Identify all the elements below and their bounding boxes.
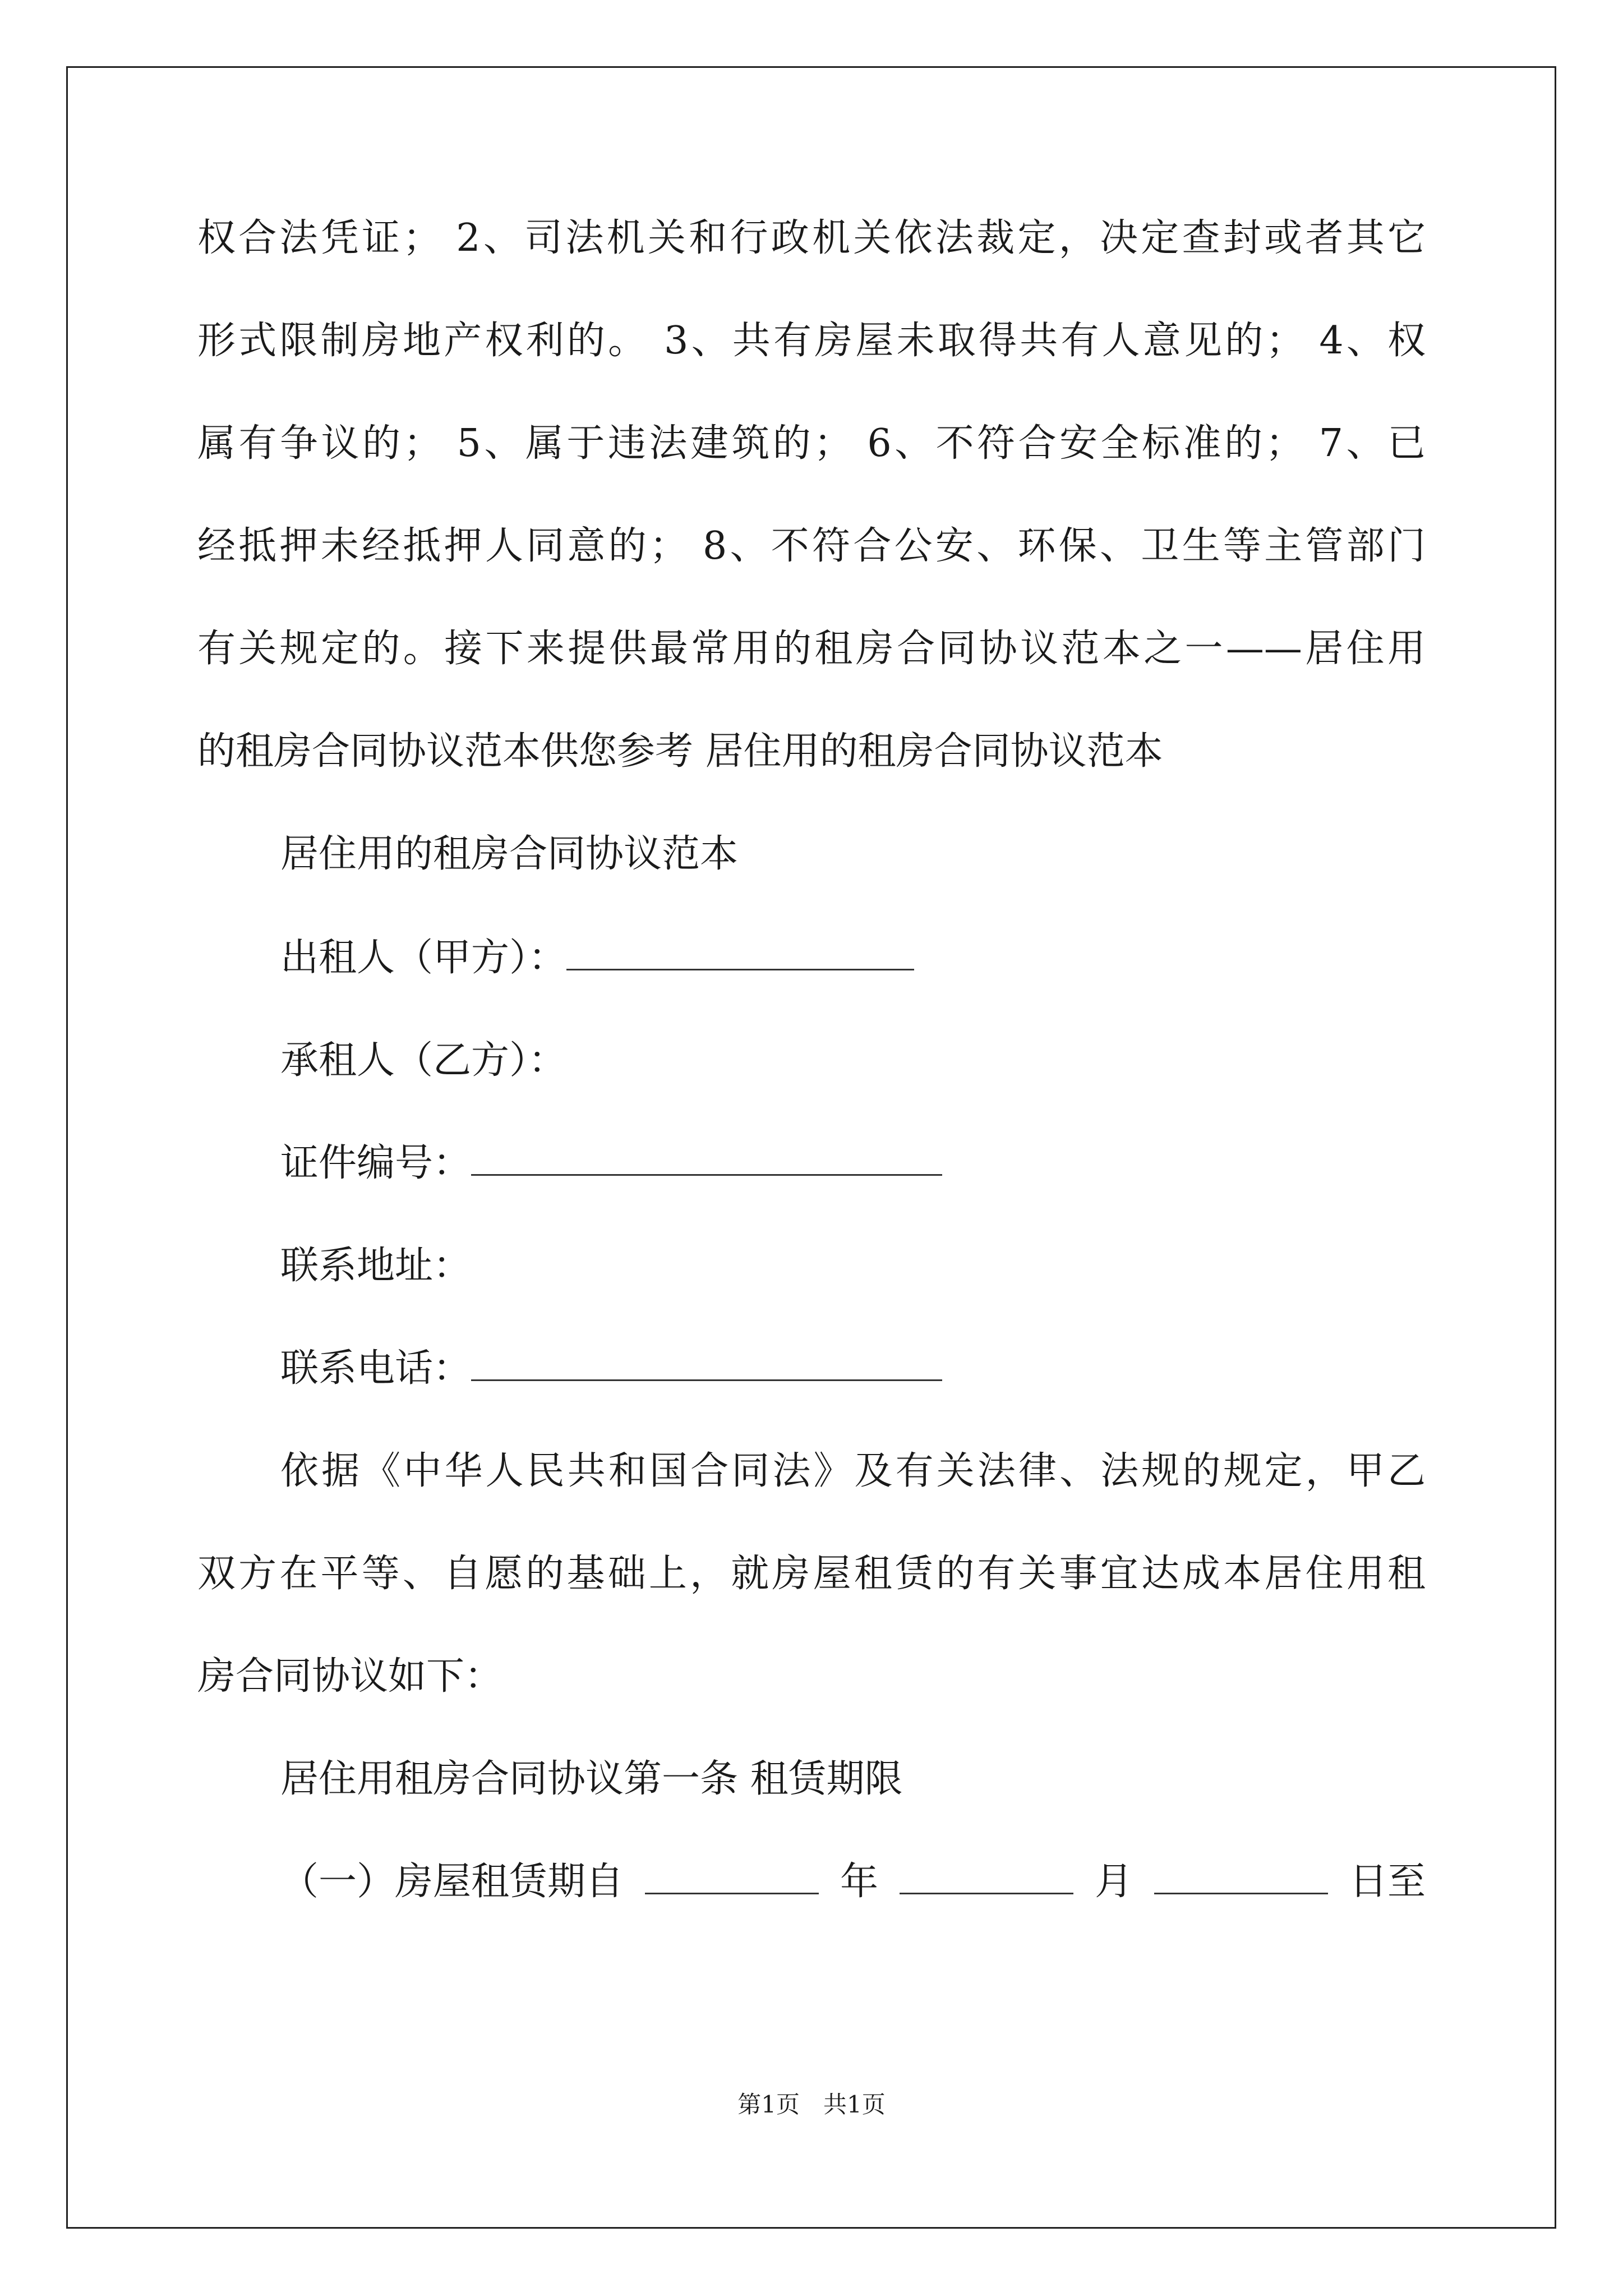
term-month-label: 月	[1094, 1860, 1133, 1904]
lessor-label: 出租人（甲方）：	[280, 936, 567, 980]
lessor-field	[280, 933, 914, 983]
paragraph-line: 经抵押未经抵押人同意的； 8、不符合公安、环保、卫生等主管部门	[197, 524, 1426, 568]
term-prefix: （一）房屋租赁期自	[280, 1860, 624, 1904]
address-label: 联系地址：	[280, 1244, 472, 1288]
id-blank	[471, 1139, 942, 1176]
term-year-label: 年	[840, 1860, 878, 1904]
lessee-label: 承租人（乙方）：	[280, 1038, 567, 1083]
term-start-month-blank	[900, 1858, 1073, 1894]
paragraph-line: 有关规定的。接下来提供最常用的租房合同协议范本之一——居住用	[197, 627, 1426, 671]
phone-blank	[471, 1345, 942, 1381]
term-start-day-blank	[1154, 1858, 1328, 1894]
article1-heading: 居住用租房合同协议第一条 租赁期限	[280, 1757, 903, 1801]
phone-label: 联系电话：	[280, 1346, 472, 1391]
preamble-line: 房合同协议如下：	[197, 1654, 503, 1699]
paragraph-line: 属有争议的； 5、属于违法建筑的； 6、不符合安全标准的； 7、已	[197, 421, 1426, 466]
phone-field	[280, 1343, 942, 1394]
document-title: 居住用的租房合同协议范本	[280, 832, 739, 876]
id-label: 证件编号：	[280, 1141, 472, 1185]
lessor-blank	[566, 934, 914, 970]
paragraph-line: 权合法凭证； 2、司法机关和行政机关依法裁定，决定查封或者其它	[197, 216, 1426, 260]
lessee-field	[280, 1036, 566, 1086]
address-field	[280, 1241, 471, 1291]
id-field	[280, 1138, 942, 1189]
paragraph-line: 的租房合同协议范本供您参考 居住用的租房合同协议范本	[197, 729, 1163, 774]
term-suffix: 日至	[1349, 1860, 1426, 1904]
page-footer: 第1页 共1页	[737, 2091, 886, 2118]
term-line	[280, 1857, 1426, 1907]
preamble-line: 双方在平等、自愿的基础上，就房屋租赁的有关事宜达成本居住用租	[197, 1552, 1426, 1596]
term-start-year-blank	[645, 1858, 819, 1894]
paragraph-line: 形式限制房地产权利的。 3、共有房屋未取得共有人意见的； 4、权	[197, 319, 1426, 363]
preamble-line: 依据《中华人民共和国合同法》及有关法律、法规的规定，甲乙	[280, 1449, 1426, 1493]
